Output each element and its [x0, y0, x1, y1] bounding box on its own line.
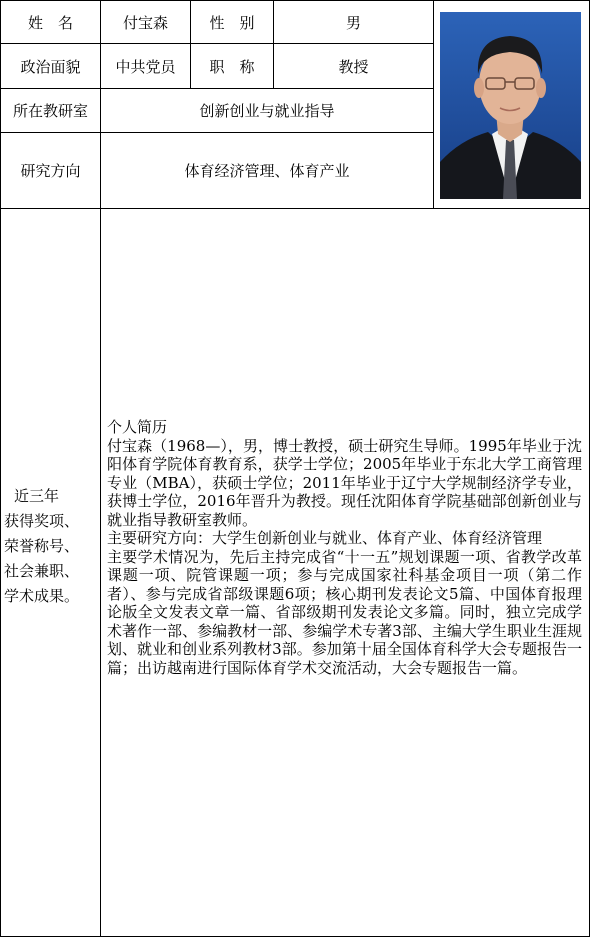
name-value: 付宝森: [122, 13, 168, 32]
achievements-label-line: 近三年: [14, 487, 60, 505]
department-label: 所在教研室: [12, 102, 88, 120]
name-label: 姓 名: [27, 13, 73, 32]
table-border-bottom: [0, 936, 590, 937]
achievements-label-line: 学术成果。: [4, 587, 80, 605]
achievements-label: [4, 484, 96, 609]
col-divider-4: [433, 0, 434, 208]
title-label: 职 称: [209, 57, 255, 76]
biography-paragraph: 付宝森（1968—），男，博士教授，硕士研究生导师。1995年毕业于沈阳体育学院体育教育系，获学士学位；2005年毕业于东北大学工商管理专业（MBA），获硕士学位；2011年毕业于辽宁大学规制经济学专业，获博士学位，2016年晋升为教授。现任沈阳体育学院基础部创新创业与就业指导教研室教师。: [107, 436, 582, 529]
research-label: 研究方向: [20, 162, 81, 180]
row-divider-4: [0, 208, 590, 209]
title-value: 教授: [338, 57, 369, 76]
department-value: 创新创业与就业指导: [199, 102, 335, 120]
achievements-label-line: 荣誉称号、: [4, 537, 80, 555]
gender-value: 男: [345, 13, 361, 32]
political-value: 中共党员: [115, 57, 176, 76]
achievements-label-line: 获得奖项、: [4, 512, 80, 530]
achievements-label-line: 社会兼职、: [4, 562, 80, 580]
research-direction-paragraph: 主要研究方向：大学生创新创业与就业、体育产业、体育经济管理: [107, 529, 543, 547]
gender-label: 性 别: [209, 13, 255, 32]
research-value: 体育经济管理、体育产业: [184, 162, 350, 180]
political-label: 政治面貌: [20, 57, 81, 76]
portrait-illustration: [440, 12, 581, 199]
biography-heading: 个人简历: [107, 418, 168, 436]
academic-record-paragraph: 主要学术情况为，先后主持完成省“十一五”规划课题一项、省教学改革课题一项、院管课题一项；参与完成国家社科基金项目一项（第二作者）、参与完成省部级课题6项；核心期刊发表论文5篇、中国体育报理论版全文发表文章一篇、省部级期刊发表论文多篇。同时，独立完成学术著作一部、参编教材一部、参编学术专著3部、主编大学生职业生涯规划、就业和创业系列教材3部。参加第十届全国体育科学大会专题报告一篇；出访越南进行国际体育学术交流活动，大会专题报告一篇。: [107, 547, 582, 677]
portrait-photo: [440, 12, 581, 199]
biography-section: [107, 418, 582, 677]
